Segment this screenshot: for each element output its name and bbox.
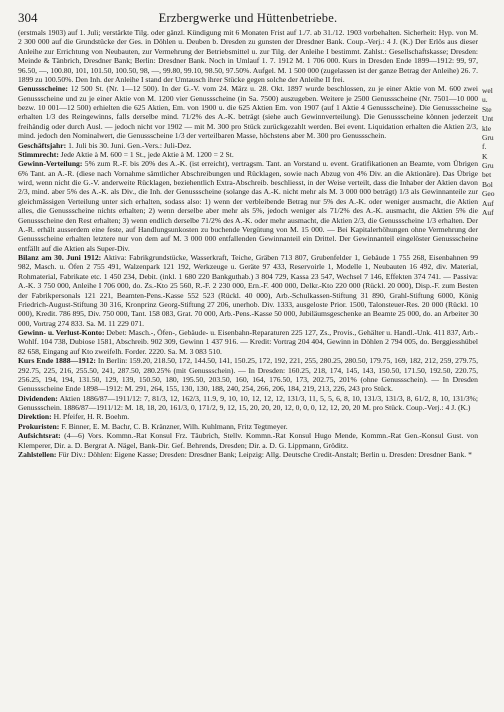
- margin-fragment: wel: [482, 86, 493, 95]
- running-title: Erzbergwerke und Hüttenbetriebe.: [158, 11, 338, 25]
- margin-fragment: kle: [482, 123, 492, 133]
- margin-fragment: f.: [482, 142, 487, 152]
- paragraph-dividenden: Dividenden: Aktien 1886/87—1911/12: 7, 81/3, 12, 162/3, 11.9, 9, 10, 10, 12, 12, 12, 131/3, 11, 5, 5, 6, 8, 10, 131/3, 131/3, 8, 61/2, 8, 10, 131/3%; Genussschein. 1886/87—1911/12: M. 18, 18, 20, 161/3, 0, 171/2, 9, 12, 15, 20, 20, 20, 12, 0, 0, 0, 12, 12, 20, 20 M. pro Stück. Coup.-Verj.: 4 J. (K.): [18, 393, 478, 412]
- page-number: 304: [18, 10, 38, 25]
- paragraph-direktion: Direktion: H. Pfeifer, H. R. Boehm.: [18, 412, 130, 422]
- margin-fragment: Unt: [482, 114, 494, 124]
- margin-fragment: Bol: [482, 179, 493, 189]
- paragraph-aufsichtsrat: Aufsichtsrat: (4—6) Vors. Kommn.-Rat Konsul Frz. Täubrich, Stellv. Kommn.-Rat Konsul Hugo Mende, Kommn.-Rat Gen.-Konsul Gust. von Klemperer, Dir. a. D. Bergrat A. Nägel, Bank-Dir. Gef. Behrends, Dresden; Dir. a. D. G. Lippmann, Gröditz.: [18, 431, 478, 450]
- margin-fragment: bet: [482, 170, 492, 180]
- paragraph-kurs: Kurs Ende 1888—1912: In Berlin: 159.20, 218.50, 172, 144.50, 141, 150.25, 172, 192, 221, 255, 280.25, 280.50, 179.75, 169, 182, 212, 259, 279.75, 292.75, 225, 216, 255.50, 241, 287.50, 280.25% (mit Genussschein). — In Dresden: 160.25, 218, 174, 145, 143, 150.50, 171.50, 192.50, 220.75, 256.25, 194, 194, 131.50, 129, 139, 150.50, 180, 195.50, 203.50, 160, 164, 176.50, 173, 202.75, 201% (ohne Genussschein). — In Dresden Genussscheine Ende 1898—1912: M. 291, 264, 155, 130, 130, 188, 240, 254, 266, 206, 184, 219, 213, 226, 243 pro Stück.: [18, 356, 479, 394]
- paragraph-gewinn-verlust: Gewinn- u. Verlust-Konto: Debet: Masch.-, Öfen-, Gebäude- u. Eisenbahn-Reparaturen 225 127, Zs., Provis., Gehälter u. Handl.-Unk. 411 837, Arb.-Wohlf. 104 738, Dubiose 1581, Abschreib. 902 309, Gewinn 1 437 916. — Kredit: Vortrag 204 404, Gewinn in Döhlen 2 794 005, do. Berggiesshübel 82 658, Eingang auf Kto zweifelh. Forder. 2220. Sa. M. 3 083 510.: [18, 328, 478, 356]
- margin-fragment: u.: [482, 95, 488, 105]
- margin-fragment: Auf: [482, 198, 494, 208]
- margin-fragment: Geo: [482, 189, 495, 199]
- margin-fragment: Gru: [482, 161, 494, 170]
- page-header: [18, 10, 478, 26]
- page-body: [18, 28, 478, 459]
- paragraph-anleihe-cont: (erstmals 1903) auf 1. Juli; verstärkte Tilg. oder gänzl. Kündigung mit 6 Monaten Frist auf 1./7. ab 31./12. 1903 vorbehalten. Sicherheit: Hyp. von M. 2 300 000 auf die Grundstücke der Ges. in Döhlen u. Deuben b. Dresden zu gunsten der Dresdner Bank. Coup.-Verj.: 4 J. (K.) Der Erlös aus dieser Anleihe zur Errichtung von Neubauten, zur Vermehrung der Betriebsmittel u. zur Tilg. der Anleihe I bestimmt. Zahlst.: Gesellschaftskasse; Dresden: Meinde & Tänbrich, Dresdner Bank; Berlin: Dresdner Bank. Noch in Umlauf 1. 7. 1912 M. 1 706 000. Kurs in Dresden Ende 1899—1912: 99, 97, 96.50, —, 100.80, 101, 101.50, 100.50, 98, —, 99.80, 99.10, 98.50, 97.50%. Aufgel. M. 1 500 000 (zugelassen ist der ganze Betrag der Anleihe) 26. 7. 1899 zu 100.50%. Den Inh. der Anleihe I stand der Umtausch ihrer Stücke gegen solche der Anleihe II frei.: [18, 28, 478, 84]
- paragraph-zahlstellen: Zahlstellen: Für Div.: Döhlen: Eigene Kasse; Dresden: Dresdner Bank; Leipzig: Allg. Deutsche Credit-Anstalt; Berlin u. Dresden: Dresdner Bank. *: [18, 449, 472, 459]
- paragraph-prokuristen: Prokuristen: F. Binner, E. M. Bachr, C. B. Kränzner, Wilh. Kuhlmann, Fritz Tegtmeyer.: [18, 421, 288, 431]
- book-page: [18, 10, 478, 706]
- margin-fragment: Gru: [482, 132, 494, 142]
- adjacent-page-margin: [482, 86, 504, 386]
- margin-fragment: K: [482, 151, 488, 161]
- paragraph-bilanz: Bilanz am 30. Juni 1912: Aktiva: Fabrikgrundstücke, Wasserkraft, Teiche, Gräben 713 807, Grubenfelder 1, Gebäude 1 755 268, Eisenbahnen 99 982, Masch. u. Öfen 2 755 491, Walzenpark 121 192, Werkzeuge u. Geräte 97 433, Reservoirle 1, Modelle 1, Neubauten 16 492, div. Material, Rohmaterial, Fabrikate etc. 1 450 234, Debit. (inkl. 1 680 220 Bankguthab.) 3 804 729, Kassa 23 547, Wechsel 7 146, Effekten 374 741. — Passiva: A.-K. 3 750 000, Anleihe I 706 000, do. Zs.-Kto 25 560, R.-F. 2 230 000, Ern.-F. 400 000, Delkr.-Kto 220 000 (Rückl. 20 000), Disp.-F. zum Besten der Fabrikpersonals 121 221, Beamten-Pens.-Kasse 552 523 (Rückl. 40 000), Arb.-Schulkassen-Stiftung 31 890, Grahl-Stiftung 6000, König Friedrich-August-Stiftung 30 316, Kronprinz Georg-Stiftung 27 206, unerhob. Div. 1333, ausgeloste Prior. 1500, Talonsteuer-Res. 20 000 (Rückl. 10 000), Kredit. 786 895, Div. 750 000, Tant. 158 083, Grat. 70 000, Arb.-Pens.-Kasse 50 000, Jubiläumsgeschenke an Beamte 25 000, do. an Arbeiter 30 000, Vortrag 274 833. Sa. M. 11 229 071.: [18, 253, 479, 328]
- paragraph-stimmrecht: Stimmrecht: Jede Aktie à M. 600 = 1 St., jede Aktie à M. 1200 = 2 St.: [18, 149, 234, 159]
- paragraph-gewinn-verteilung: Gewinn-Verteilung: 5% zum R.-F. bis 20% des A.-K. (ist erreicht), vertragsm. Tant. an Vorstand u. event. Gratifikationen an Beamte, vom Übrigen 6% Tant. an A.-R. (diese nach Vornahme sämtlicher Abschreibungen und Rücklagen, sowie nach Abzug von 4% Div. an die Aktionäre). Das Übrige wird, wenn nicht die G.-V. anderweite Rücklagen, beziehentlich Extra-Abschreib. beschliesst, in der Weise verteilt, dass die Inhaber der Aktien davon 2/3, mind. aber 5% des A.-K. als Div., die Inh. der Genussscheine (solange das A.-K. nicht mehr als M. 3 000 000 beträgt) 1/3 als Gewinnanteile zur gleichmässigen Verteilung unter sich erhalten, sodass also: 1) wenn der verbleibende Betrag nur 5% des A.-K. oder weniger ausmacht, die Aktien alles, die Genussscheine nichts erhalten; 2) wenn derselbe aber mehr als 5%, jedoch weniger als 71/2% des A.-K. ausmacht, die Aktien 5% die Genussscheine den Rest erhalten; 3) wenn endlich derselbe 71/2% des A.-K. oder mehr ausmacht, die Aktien 2/3, die Genussscheine 1/3 erhalten. Der A.-R. erhält ausserdem eine feste, auf Handlungsunkosten zu buchende Vergütung von M. 15 000. — Bei Kapitalerhöhungen ohne Vermehrung der Genussscheine erhalten letztere nur von dem auf M. 3 000 000 entfallenden Gewinnanteil ein Drittel. Der Gewinnanteil eingelöster Genussscheine entfällt auf die Aktien als Super-Div.: [18, 159, 479, 253]
- paragraph-genussscheine: Genussscheine: 12 500 St. (Nr. 1—12 500). In der G.-V. vom 24. März u. 28. Okt. 1897 wurde beschlossen, zu je einer Aktie von M. 600 zwei Genussscheine und zu je einer Aktie von M. 1200 vier Genussscheine (in Sa. 7500) auszugeben. Weitere je 2500 Genussscheine (Nr. 7501—10 000 bezw. 10 001—12 500) erhielten die 625 Aktien, Em. von 1900 u. die 625 Aktien Em. von 1907 (auf 1 Aktie 4 Genussscheine). Die Genussscheine erhalten 1/3 des Reingewinns, falls derselbe mind. 71/2% des A.-K. beträgt (siehe auch Gewinnverteilung). Die Genussscheine können jederzeit freihändig oder durch Ausl. — jedoch nicht vor 1902 — mit M. 300 pro Stück zurückgezahlt werden. Bei event. Liquidation erhalten die Aktien 2/3, mind. jedoch den Nominalwert, die Genussscheine 1/3 der verteilbaren Masse, höchstens aber M. 300 pro Genussschein.: [18, 84, 479, 141]
- margin-fragment: Auf: [482, 207, 494, 217]
- paragraph-geschaeftsjahr: Geschäftsjahr: 1. Juli bis 30. Juni. Gen.-Vers.: Juli-Dez.: [18, 140, 192, 150]
- margin-fragment: Ste: [482, 104, 492, 114]
